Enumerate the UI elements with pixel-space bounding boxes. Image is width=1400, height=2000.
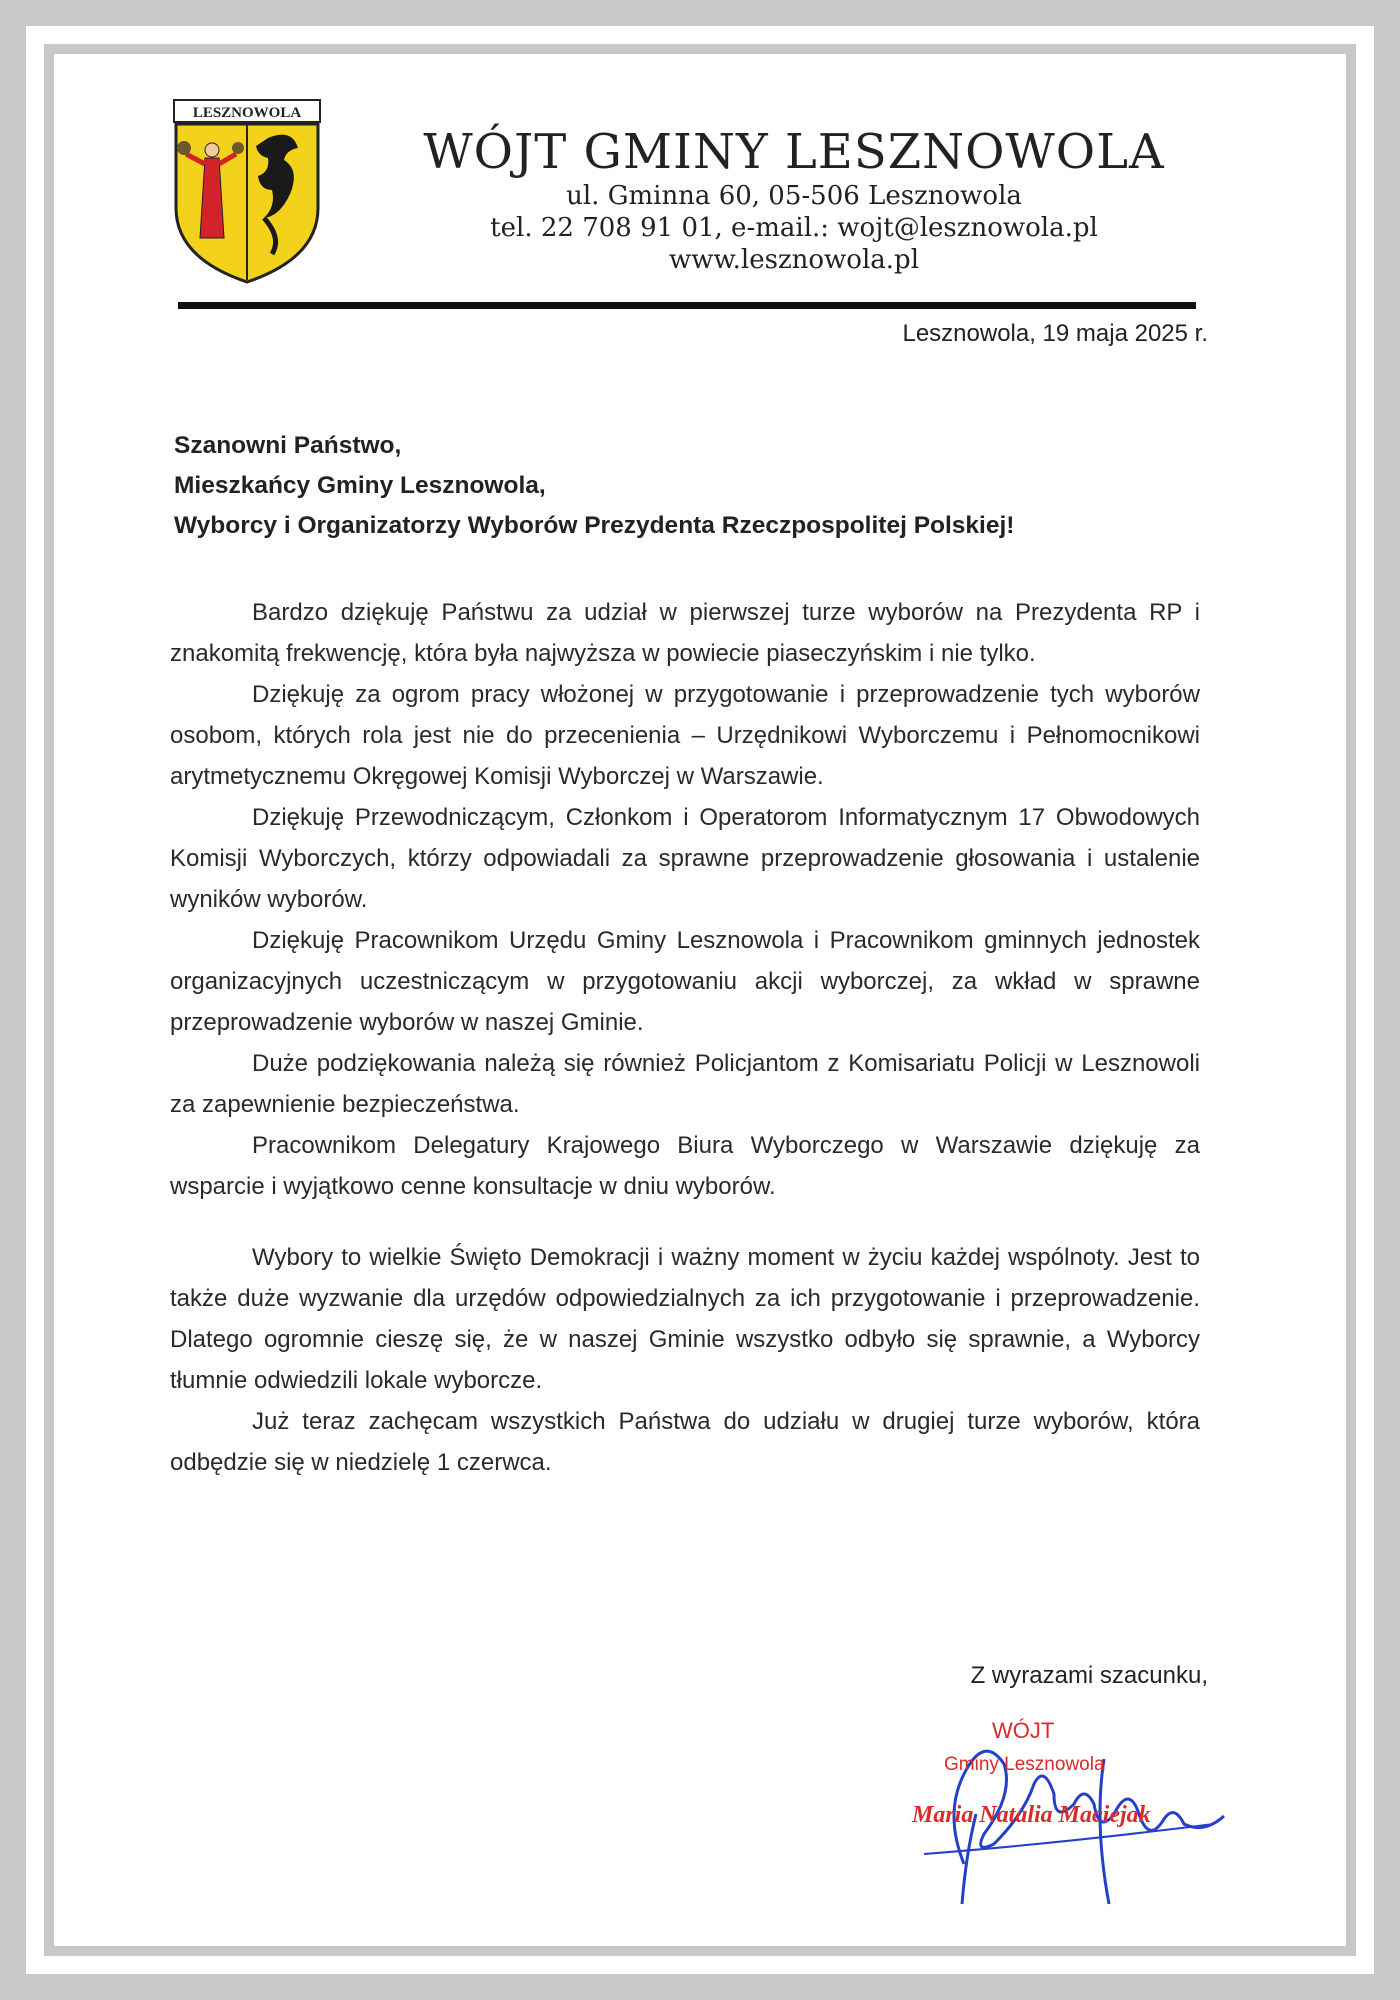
letterhead-title: WÓJT GMINY LESZNOWOLA — [423, 124, 1165, 180]
salutation-line: Wyborcy i Organizatorzy Wyborów Prezydenta Rzeczpospolitej Polskiej! — [174, 512, 1015, 539]
coat-of-arms-icon — [172, 98, 322, 284]
crest-label: LESZNOWOLA — [192, 105, 302, 121]
body-paragraph: Bardzo dziękuję Państwu za udział w pierwszej turze wyborów na Prezydenta RP i znakomitą frekwencję, która była najwyższa w powiecie piaseczyńskim i nie tylko. — [170, 599, 1200, 667]
letterhead-website: www.lesznowola.pl — [668, 245, 920, 275]
body-paragraph: Dziękuję Pracownikom Urzędu Gminy Lesznowola i Pracownikom gminnych jednostek organizacyjnych uczestniczącym w przygotowaniu akcji wyborczej, za wkład w sprawne przeprowadzenie wyborów w naszej Gminie. — [170, 927, 1200, 1036]
frame-border — [44, 44, 1356, 1956]
header-divider — [178, 302, 1196, 309]
body-paragraph: Duże podziękowania należą się również Policjantom z Komisariatu Policji w Lesznowoli za zapewnienie bezpieczeństwa. — [170, 1050, 1200, 1118]
body-paragraph: Dziękuję Przewodniczącym, Członkom i Operatorom Informatycznym 17 Obwodowych Komisji Wyborczych, którzy odpowiadali za sprawne przeprowadzenie głosowania i ustalenie wyników wyborów. — [170, 804, 1200, 913]
salutation-line: Mieszkańcy Gminy Lesznowola, — [174, 472, 546, 499]
body-paragraph: Wybory to wielkie Święto Demokracji i ważny moment w życiu każdej wspólnoty. Jest to także duże wyzwanie dla urzędów odpowiedzialnych za ich przygotowanie i przeprowadzenie. Dlatego ogromnie cieszę się, że w naszej Gminie wszystko odbyło się sprawnie, a Wyborcy tłumnie odwiedzili lokale wyborcze. — [170, 1244, 1200, 1394]
salutation — [174, 426, 1214, 546]
salutation-line: Szanowni Państwo, — [174, 432, 402, 459]
body-paragraph: Dziękuję za ogrom pracy włożonej w przygotowanie i przeprowadzenie tych wyborów osobom, których rola jest nie do przecenienia – Urzędnikowi Wyborczemu i Pełnomocnikowi arytmetycznemu Okręgowej Komisji Wyborczej w Warszawie. — [170, 681, 1200, 790]
letter-page — [54, 54, 1346, 1946]
body-paragraph: Już teraz zachęcam wszystkich Państwa do udziału w drugiej turze wyborów, która odbędzie się w niedzielę 1 czerwca. — [170, 1408, 1200, 1476]
stamp-title: WÓJT — [992, 1718, 1055, 1743]
closing-phrase: Z wyrazami szacunku, — [970, 1662, 1208, 1689]
stamp-name: Maria Natalia Maciejak — [912, 1802, 1151, 1828]
letterhead-contact: tel. 22 708 91 01, e-mail.: wojt@lesznowola.pl — [490, 213, 1098, 243]
body-paragraph: Pracownikom Delegatury Krajowego Biura Wyborczego w Warszawie dziękuję za wsparcie i wyjątkowo cenne konsultacje w dniu wyborów. — [170, 1132, 1200, 1200]
stamp-subtitle: Gminy Lesznowola — [944, 1754, 1105, 1775]
letterhead — [344, 124, 1244, 276]
letter-date: Lesznowola, 19 maja 2025 r. — [902, 320, 1208, 347]
letterhead-address: ul. Gminna 60, 05-506 Lesznowola — [566, 181, 1022, 211]
letter-body — [170, 592, 1200, 1483]
document-frame — [26, 26, 1374, 1974]
